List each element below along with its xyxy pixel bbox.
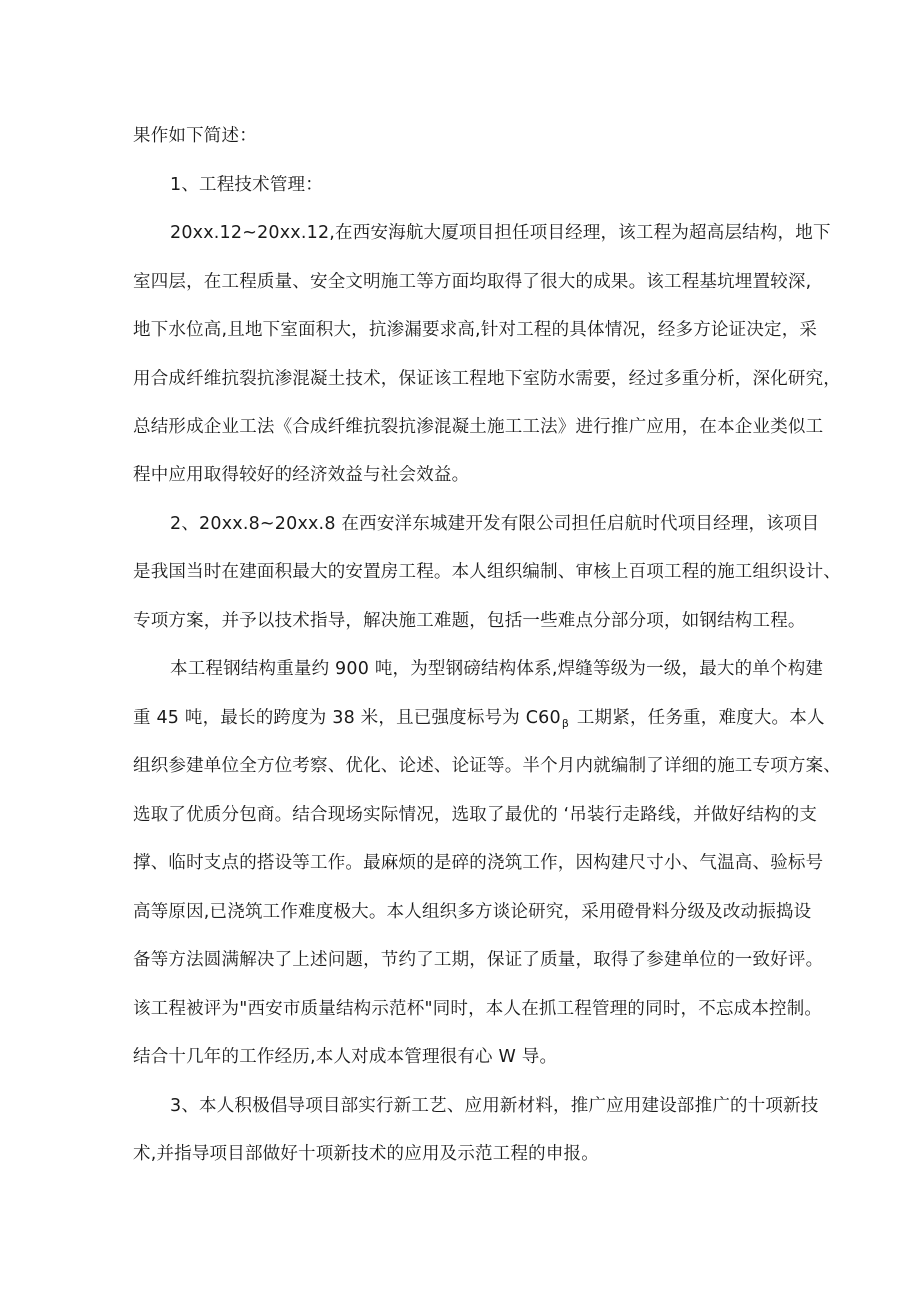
- strength-text-before: 重 45 吨，最长的跨度为 38 米，且已强度标号为 C60: [133, 708, 561, 728]
- strength-text-after: 工期紧，任务重，难度大。本人: [571, 708, 825, 728]
- paragraph-2-line: 是我国当时在建面积最大的安置房工程。本人组织编制、审核上百项工程的施工组织设计、: [133, 562, 841, 582]
- paragraph-3-line: 选取了优质分包商。结合现场实际情况，选取了最优的 ‘吊装行走路线，并做好结构的支: [133, 805, 818, 825]
- paragraph-1-line: 程中应用取得较好的经济效益与社会效益。: [133, 465, 470, 485]
- paragraph-3-line: 备等方法圆满解决了上述问题，节约了工期，保证了质量，取得了参建单位的一致好评。: [133, 950, 824, 970]
- paragraph-3-line: 该工程被评为"西安市质量结构示范杯"同时，本人在抓工程管理的同时，不忘成本控制。: [133, 999, 823, 1019]
- paragraph-3-line: [133, 706, 825, 736]
- beta-subscript: β: [561, 717, 570, 730]
- paragraph-1-line: 总结形成企业工法《合成纤维抗裂抗渗混凝土施工工法》进行推广应用，在本企业类似工: [133, 417, 824, 437]
- paragraph-2-line: 专项方案，并予以技术指导，解决施工难题，包括一些难点分部分项，如钢结构工程。: [133, 611, 806, 631]
- heading-engineering-management: 1、工程技术管理：: [170, 175, 323, 195]
- paragraph-2-line: 2、20xx.8~20xx.8 在西安洋东城建开发有限公司担任启航时代项目经理，该项目: [170, 514, 820, 534]
- paragraph-3-line: 撑、临时支点的搭设等工作。最麻烦的是碎的浇筑工作，因构建尺寸小、气温高、验标号: [133, 853, 824, 873]
- paragraph-3-line: 高等原因,已浇筑工作难度极大。本人组织多方谈论研究，采用磴骨料分级及改动振捣设: [133, 902, 812, 922]
- paragraph-3-line: 本工程钢结构重量约 900 吨，为型钢磅结构体系,焊缝等级为一级，最大的单个构建: [170, 659, 824, 679]
- paragraph-3-line: 结合十几年的工作经历,本人对成本管理很有心 W 导。: [133, 1047, 558, 1067]
- paragraph-1-line: 用合成纤维抗裂抗渗混凝土技术，保证该工程地下室防水需要，经过多重分析，深化研究，: [133, 369, 841, 389]
- paragraph-1-line: 室四层，在工程质量、安全文明施工等方面均取得了很大的成果。该工程基坑埋置较深,: [133, 272, 812, 292]
- paragraph-1-line: 20xx.12~20xx.12,在西安海航大厦项目担任项目经理，该工程为超高层结构，地下: [170, 223, 831, 243]
- intro-line: 果作如下简述：: [133, 126, 257, 146]
- paragraph-1-line: 地下水位高,且地下室面积大，抗渗漏要求高,针对工程的具体情况，经多方论证决定，采: [133, 320, 818, 340]
- paragraph-4-line: 3、本人积极倡导项目部实行新工艺、应用新材料，推广应用建设部推广的十项新技: [170, 1096, 819, 1116]
- paragraph-4-line: 术,并指导项目部做好十项新技术的应用及示范工程的申报。: [133, 1144, 599, 1164]
- paragraph-3-line: 组织参建单位全方位考察、优化、论述、论证等。半个月内就编制了详细的施工专项方案、: [133, 756, 841, 776]
